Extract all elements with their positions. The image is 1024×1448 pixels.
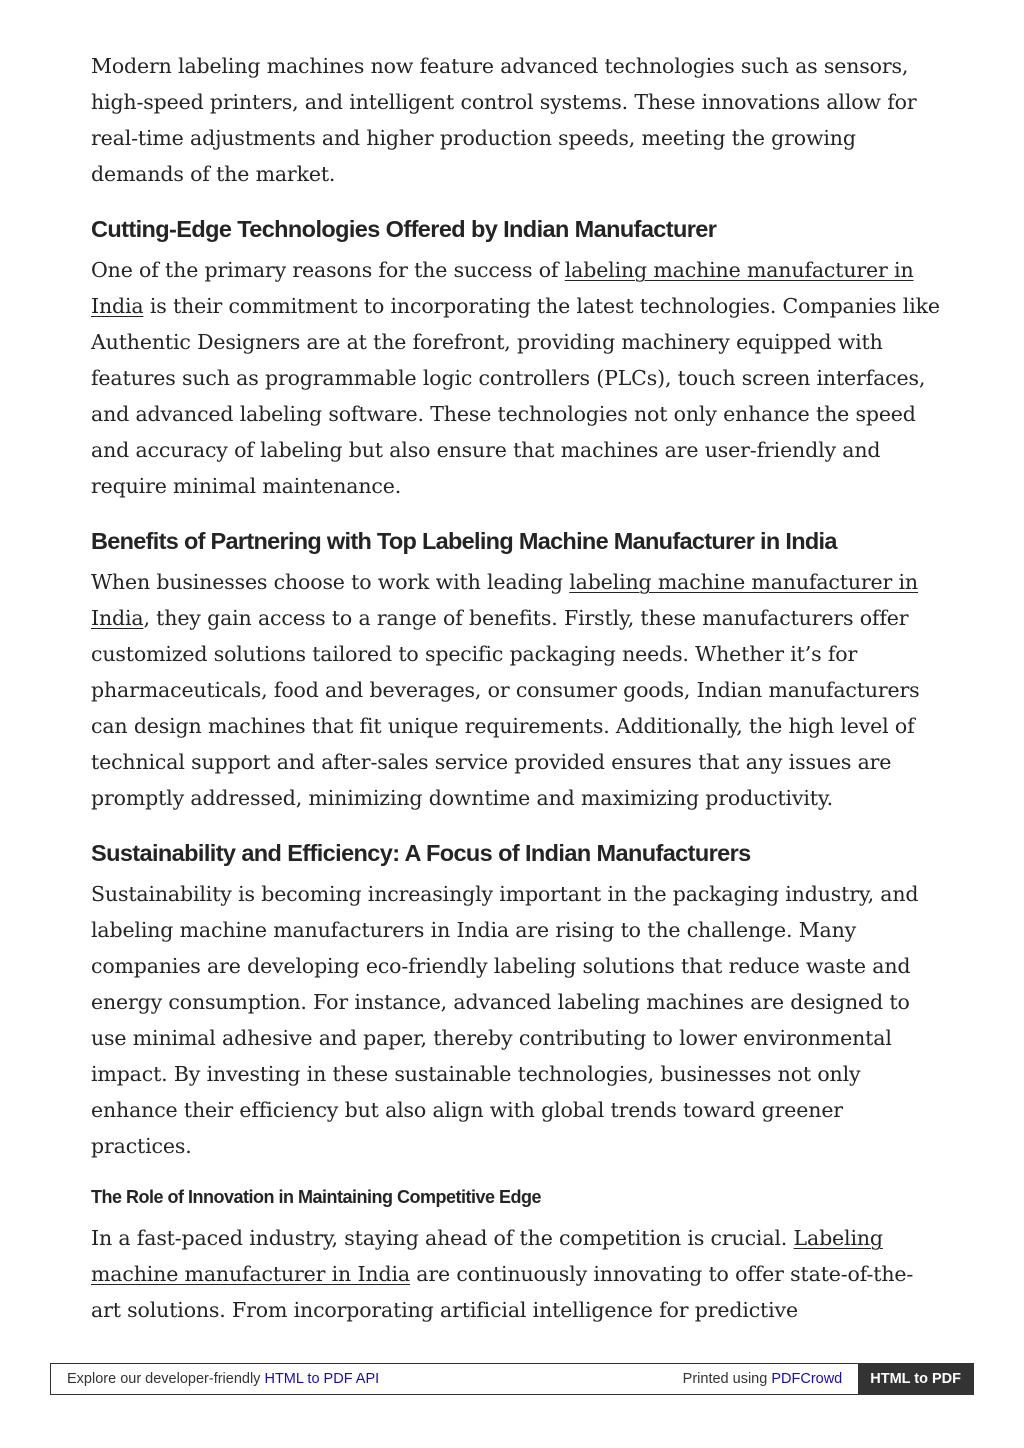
paragraph-text: In a fast-paced industry, staying ahead of the competition is crucial.	[91, 1226, 794, 1250]
footer-explore-text: Explore our developer-friendly	[67, 1371, 265, 1387]
manufacturer-link[interactable]: labeling machine manufacturer in India	[91, 570, 918, 630]
pdfcrowd-link[interactable]: PDFCrowd	[771, 1371, 843, 1387]
paragraph-text: One of the primary reasons for the success of	[91, 258, 565, 282]
paragraph: Sustainability is becoming increasingly important in the packaging industry, and labeling machine manufacturers in India are rising to the challenge. Many companies are developing eco-friendly labeling solutions that reduce waste and energy consumption. For instance, advanced labeling machines are designed to use minimal adhesive and paper, thereby contributing to lower environmental impact. By investing in these sustainable technologies, businesses not only enhance their efficiency but also align with global trends toward greener practices.	[91, 882, 919, 1158]
manufacturer-link[interactable]: Labeling machine manufacturer in India	[91, 1226, 883, 1286]
paragraph	[91, 1220, 941, 1328]
html-to-pdf-api-link[interactable]: HTML to PDF API	[264, 1371, 380, 1387]
paragraph-text: When businesses choose to work with leading	[91, 570, 570, 594]
paragraph-text: , they gain access to a range of benefits. Firstly, these manufacturers offer customized solutions tailored to specific packaging needs. Whether it’s for pharmaceuticals, food and beverages, or consumer goods, Indian manufacturers can design machines that fit unique requirements. Additionally, the high level of technical support and after-sales service provided ensures that any issues are promptly addressed, minimizing downtime and maximizing productivity.	[91, 606, 920, 810]
paragraph	[91, 564, 941, 816]
manufacturer-link[interactable]: labeling machine manufacturer in India	[91, 258, 914, 318]
section-heading: Sustainability and Efficiency: A Focus of Indian Manufacturers	[91, 840, 751, 866]
footer-explore	[51, 1371, 683, 1387]
section-heading: Benefits of Partnering with Top Labeling Machine Manufacturer in India	[91, 528, 837, 554]
footer-printed-text: Printed using	[682, 1371, 772, 1387]
paragraph-text: are continuously innovating to offer state-of-the-art solutions. From incorporating artificial intelligence for predictive	[91, 1262, 914, 1322]
subsection-heading: The Role of Innovation in Maintaining Competitive Edge	[91, 1187, 542, 1207]
html-to-pdf-button[interactable]: HTML to PDF	[858, 1364, 973, 1394]
paragraph: Modern labeling machines now feature advanced technologies such as sensors, high-speed printers, and intelligent control systems. These innovations allow for real-time adjustments and higher production speeds, meeting the growing demands of the market.	[91, 54, 917, 186]
footer-printed	[683, 1371, 859, 1387]
pdf-footer-bar	[50, 1363, 974, 1395]
article-body	[91, 48, 941, 1328]
paragraph	[91, 252, 941, 504]
section-heading: Cutting-Edge Technologies Offered by Indian Manufacturer	[91, 216, 717, 242]
paragraph-text: is their commitment to incorporating the latest technologies. Companies like Authentic Designers are at the forefront, providing machinery equipped with features such as programmable logic controllers (PLCs), touch screen interfaces, and advanced labeling software. These technologies not only enhance the speed and accuracy of labeling but also ensure that machines are user-friendly and require minimal maintenance.	[91, 294, 940, 498]
